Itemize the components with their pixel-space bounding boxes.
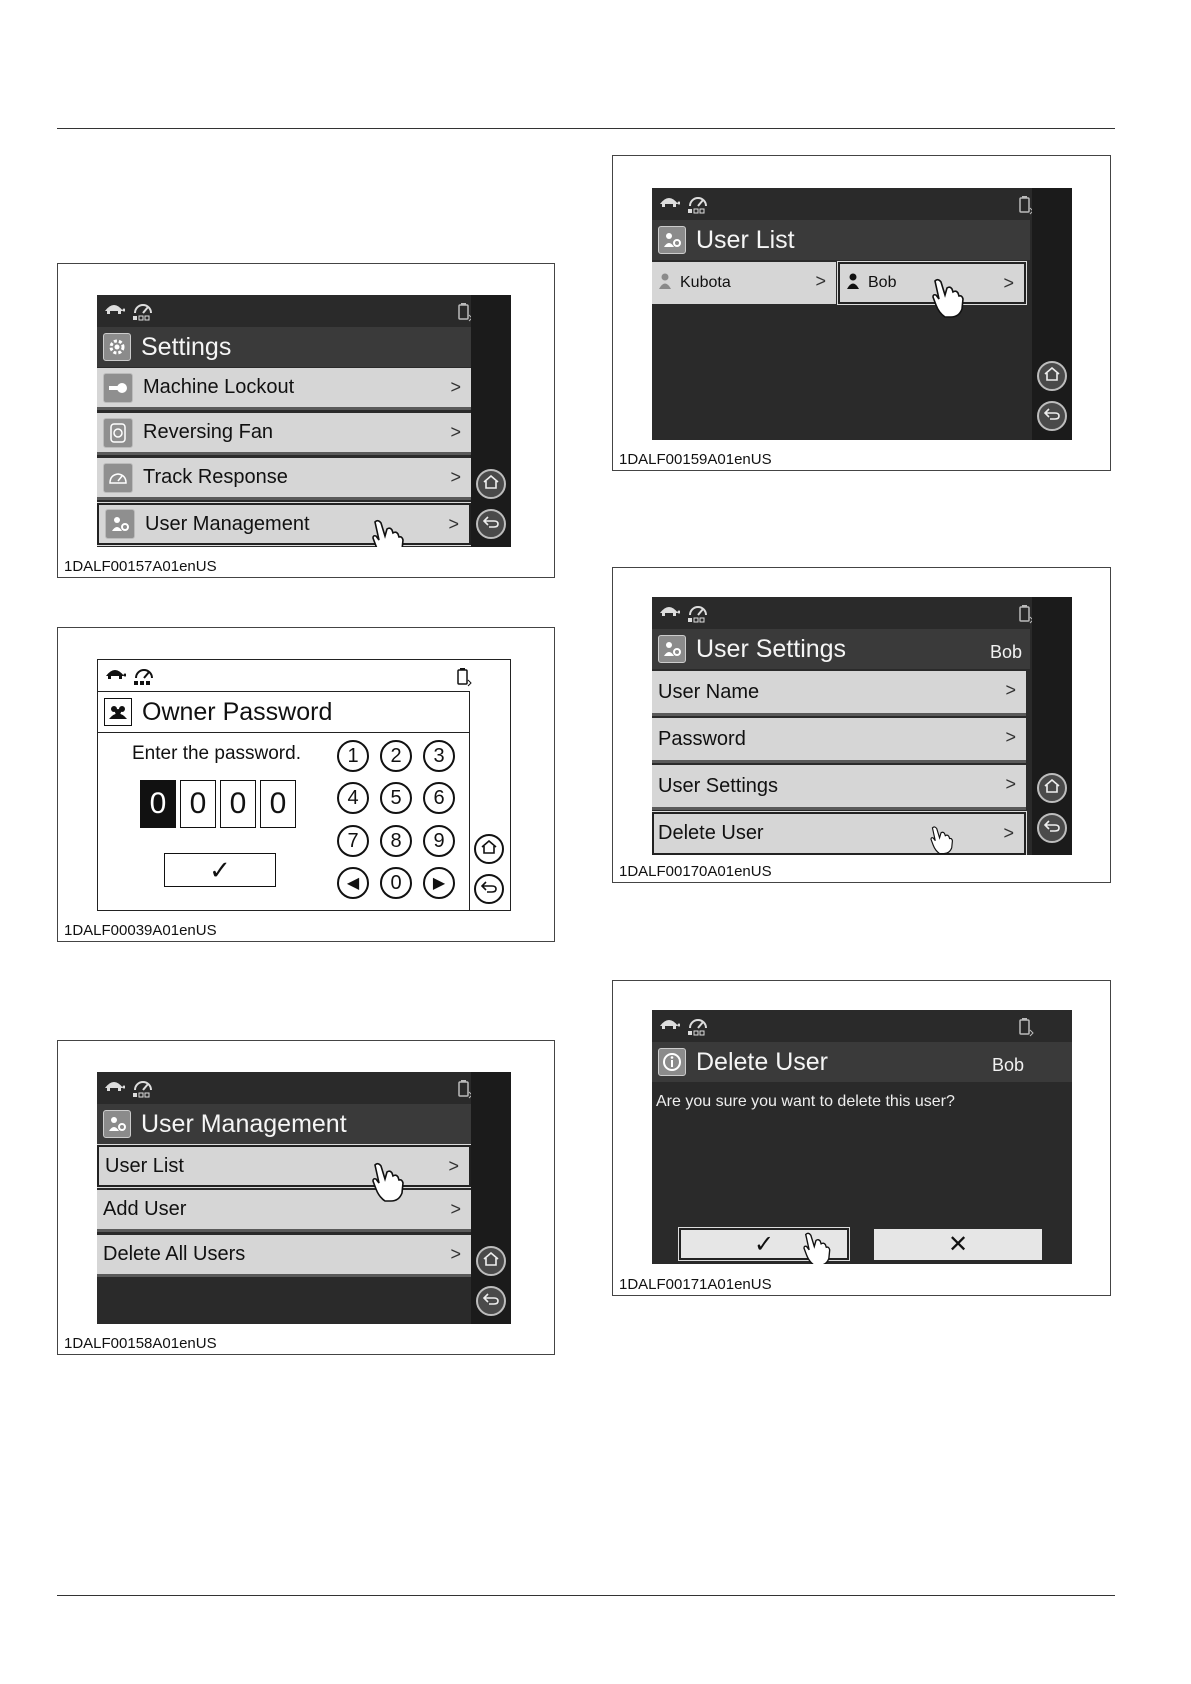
current-user-name: Bob	[991, 1055, 1024, 1075]
password-digit[interactable]: 0	[260, 780, 296, 828]
back-icon	[1044, 407, 1060, 426]
screen-user-management	[97, 1072, 511, 1324]
screen-title: User Settings	[696, 634, 847, 663]
menu-item-label: Password	[658, 727, 746, 750]
key-3[interactable]: 3	[423, 740, 455, 772]
phone-icon	[1018, 1016, 1034, 1043]
arrow-right-icon: ▶	[432, 875, 446, 892]
password-digit[interactable]: 0	[180, 780, 216, 828]
title-bar	[652, 220, 1030, 260]
chevron-right-icon: >	[1003, 273, 1014, 293]
chevron-right-icon: >	[1005, 680, 1016, 700]
menu-item-user-list[interactable]	[97, 1145, 471, 1187]
current-user-name: Bob	[989, 642, 1022, 662]
key-6[interactable]: 6	[423, 782, 455, 814]
header-rule	[57, 128, 1115, 129]
confirm-button[interactable]	[164, 853, 276, 887]
back-button[interactable]	[474, 874, 504, 904]
user-name: Bob	[868, 274, 897, 291]
menu-item-delete-user[interactable]	[652, 812, 1026, 855]
turtle-icon	[103, 301, 125, 326]
pointing-hand-icon	[369, 1161, 405, 1208]
home-icon	[481, 840, 497, 859]
menu-item-label: Track Response	[143, 466, 288, 488]
status-bar	[97, 295, 511, 327]
engine-speed-icon	[131, 301, 155, 326]
key-7[interactable]: 7	[337, 825, 369, 857]
side-panel	[1032, 188, 1072, 440]
checkmark-icon: ✓	[753, 1230, 775, 1258]
figure-caption: 1DALF00159A01enUS	[619, 451, 772, 468]
chevron-right-icon: >	[1005, 774, 1016, 794]
fan-icon	[103, 418, 133, 448]
chevron-right-icon: >	[450, 1199, 461, 1219]
users-gear-icon	[105, 509, 135, 539]
screen-title: Delete User	[696, 1047, 828, 1076]
figure-caption: 1DALF00157A01enUS	[64, 558, 217, 575]
engine-speed-icon	[132, 666, 156, 691]
side-panel	[471, 295, 511, 547]
figure-user-management	[57, 1040, 555, 1355]
checkmark-icon: ✓	[209, 854, 231, 885]
key-0[interactable]: 0	[380, 867, 412, 899]
engine-speed-icon	[131, 1078, 155, 1103]
menu-item-delete-all-users[interactable]	[97, 1235, 471, 1277]
phone-icon	[456, 666, 472, 693]
password-prompt: Enter the password.	[132, 743, 301, 764]
title-bar	[98, 691, 472, 733]
back-button[interactable]	[476, 509, 506, 539]
person-icon	[658, 273, 672, 294]
figure-caption: 1DALF00158A01enUS	[64, 1335, 217, 1352]
title-bar	[652, 1042, 1072, 1082]
figure-settings	[57, 263, 555, 578]
home-icon	[483, 475, 499, 494]
side-panel	[471, 1072, 511, 1324]
menu-item-label: User Settings	[658, 774, 779, 797]
title-bar	[97, 1104, 471, 1144]
menu-item-label: Delete All Users	[103, 1243, 246, 1265]
person-icon	[846, 273, 860, 294]
title-bar	[652, 629, 1030, 669]
screen-user-list	[652, 188, 1072, 440]
figure-caption: 1DALF00171A01enUS	[619, 1276, 772, 1293]
figure-delete-user	[612, 980, 1111, 1296]
cursor-right-button[interactable]	[423, 867, 455, 899]
users-gear-icon	[658, 635, 686, 663]
figure-owner-password	[57, 627, 555, 942]
chevron-right-icon: >	[450, 467, 461, 487]
back-icon	[1044, 819, 1060, 838]
turtle-icon	[104, 666, 126, 691]
footer-rule	[57, 1595, 1115, 1596]
pointing-hand-icon	[929, 277, 965, 324]
chevron-right-icon: >	[450, 1244, 461, 1264]
home-button[interactable]	[476, 469, 506, 499]
turtle-icon	[658, 1016, 680, 1041]
turtle-icon	[103, 1078, 125, 1103]
back-button[interactable]	[1037, 813, 1067, 843]
screen-settings	[97, 295, 511, 547]
key-4[interactable]: 4	[337, 782, 369, 814]
home-icon	[483, 1252, 499, 1271]
figure-caption: 1DALF00039A01enUS	[64, 922, 217, 939]
menu-item-user-name[interactable]	[652, 671, 1026, 716]
menu-item-label: Add User	[103, 1198, 187, 1220]
chevron-right-icon: >	[448, 514, 459, 534]
confirmation-message: Are you sure you want to delete this user?	[656, 1093, 955, 1110]
menu-item-add-user[interactable]	[97, 1190, 471, 1232]
users-icon	[104, 698, 132, 726]
users-gear-icon	[103, 1110, 131, 1138]
menu-item-label: User List	[105, 1154, 184, 1177]
engine-speed-icon	[686, 603, 710, 628]
info-icon	[658, 1048, 686, 1076]
engine-speed-icon	[686, 1016, 710, 1041]
screen-delete-user	[652, 1010, 1072, 1264]
home-button[interactable]	[1037, 773, 1067, 803]
back-button[interactable]	[1037, 401, 1067, 431]
key-1[interactable]: 1	[337, 740, 369, 772]
side-panel	[469, 691, 510, 911]
password-digits	[140, 780, 300, 828]
back-icon	[483, 515, 499, 534]
pointing-hand-icon	[369, 518, 405, 547]
chevron-right-icon: >	[815, 271, 826, 291]
pointing-hand-icon	[800, 1231, 832, 1264]
menu-item-reversing-fan[interactable]	[97, 413, 471, 455]
password-digit[interactable]: 0	[220, 780, 256, 828]
chevron-right-icon: >	[1005, 727, 1016, 747]
figure-user-settings	[612, 567, 1111, 883]
figure-caption: 1DALF00170A01enUS	[619, 863, 772, 880]
menu-item-label: Machine Lockout	[143, 376, 295, 398]
menu-item-password[interactable]	[652, 718, 1026, 763]
turtle-icon	[658, 194, 680, 219]
chevron-right-icon: >	[1003, 823, 1014, 843]
screen-title: User List	[696, 225, 795, 254]
menu-item-track-response[interactable]	[97, 458, 471, 500]
chevron-right-icon: >	[448, 1156, 459, 1176]
key-8[interactable]: 8	[380, 825, 412, 857]
status-bar	[652, 1010, 1072, 1042]
back-icon	[483, 1292, 499, 1311]
side-panel	[1032, 597, 1072, 855]
home-button[interactable]	[474, 834, 504, 864]
password-digit[interactable]: 0	[140, 780, 176, 828]
arrow-left-icon: ◀	[346, 875, 360, 892]
pointing-hand-icon	[926, 825, 956, 855]
screen-title: Owner Password	[142, 697, 333, 726]
user-item-kubota[interactable]	[652, 262, 836, 304]
gear-icon	[103, 333, 131, 361]
status-bar	[98, 660, 510, 692]
screen-owner-password	[97, 659, 511, 911]
title-bar	[97, 327, 471, 367]
menu-item-user-settings[interactable]	[652, 765, 1026, 810]
menu-item-user-management[interactable]	[97, 503, 471, 545]
track-icon	[103, 463, 133, 493]
figure-user-list	[612, 155, 1111, 471]
chevron-right-icon: >	[450, 422, 461, 442]
status-bar	[97, 1072, 511, 1104]
cancel-button[interactable]	[874, 1229, 1042, 1260]
back-icon	[481, 880, 497, 899]
chevron-right-icon: >	[450, 377, 461, 397]
status-bar	[652, 597, 1072, 629]
menu-item-label: User Management	[145, 512, 310, 535]
menu-item-label: User Name	[658, 680, 760, 703]
screen-title: User Management	[141, 1109, 347, 1138]
user-name: Kubota	[680, 274, 731, 291]
home-button[interactable]	[476, 1246, 506, 1276]
home-button[interactable]	[1037, 361, 1067, 391]
screen-title: Settings	[141, 332, 232, 361]
cursor-left-button[interactable]	[337, 867, 369, 899]
menu-item-label: Reversing Fan	[143, 421, 274, 443]
home-icon	[1044, 779, 1060, 798]
menu-item-machine-lockout[interactable]	[97, 368, 471, 410]
menu-item-label: Delete User	[658, 822, 764, 844]
turtle-icon	[658, 603, 680, 628]
back-button[interactable]	[476, 1286, 506, 1316]
close-icon: ✕	[947, 1231, 969, 1258]
status-bar	[652, 188, 1072, 220]
screen-user-settings	[652, 597, 1072, 855]
home-icon	[1044, 367, 1060, 386]
users-gear-icon	[658, 226, 686, 254]
engine-speed-icon	[686, 194, 710, 219]
key-9[interactable]: 9	[423, 825, 455, 857]
key-5[interactable]: 5	[380, 782, 412, 814]
key-icon	[103, 373, 133, 403]
key-2[interactable]: 2	[380, 740, 412, 772]
